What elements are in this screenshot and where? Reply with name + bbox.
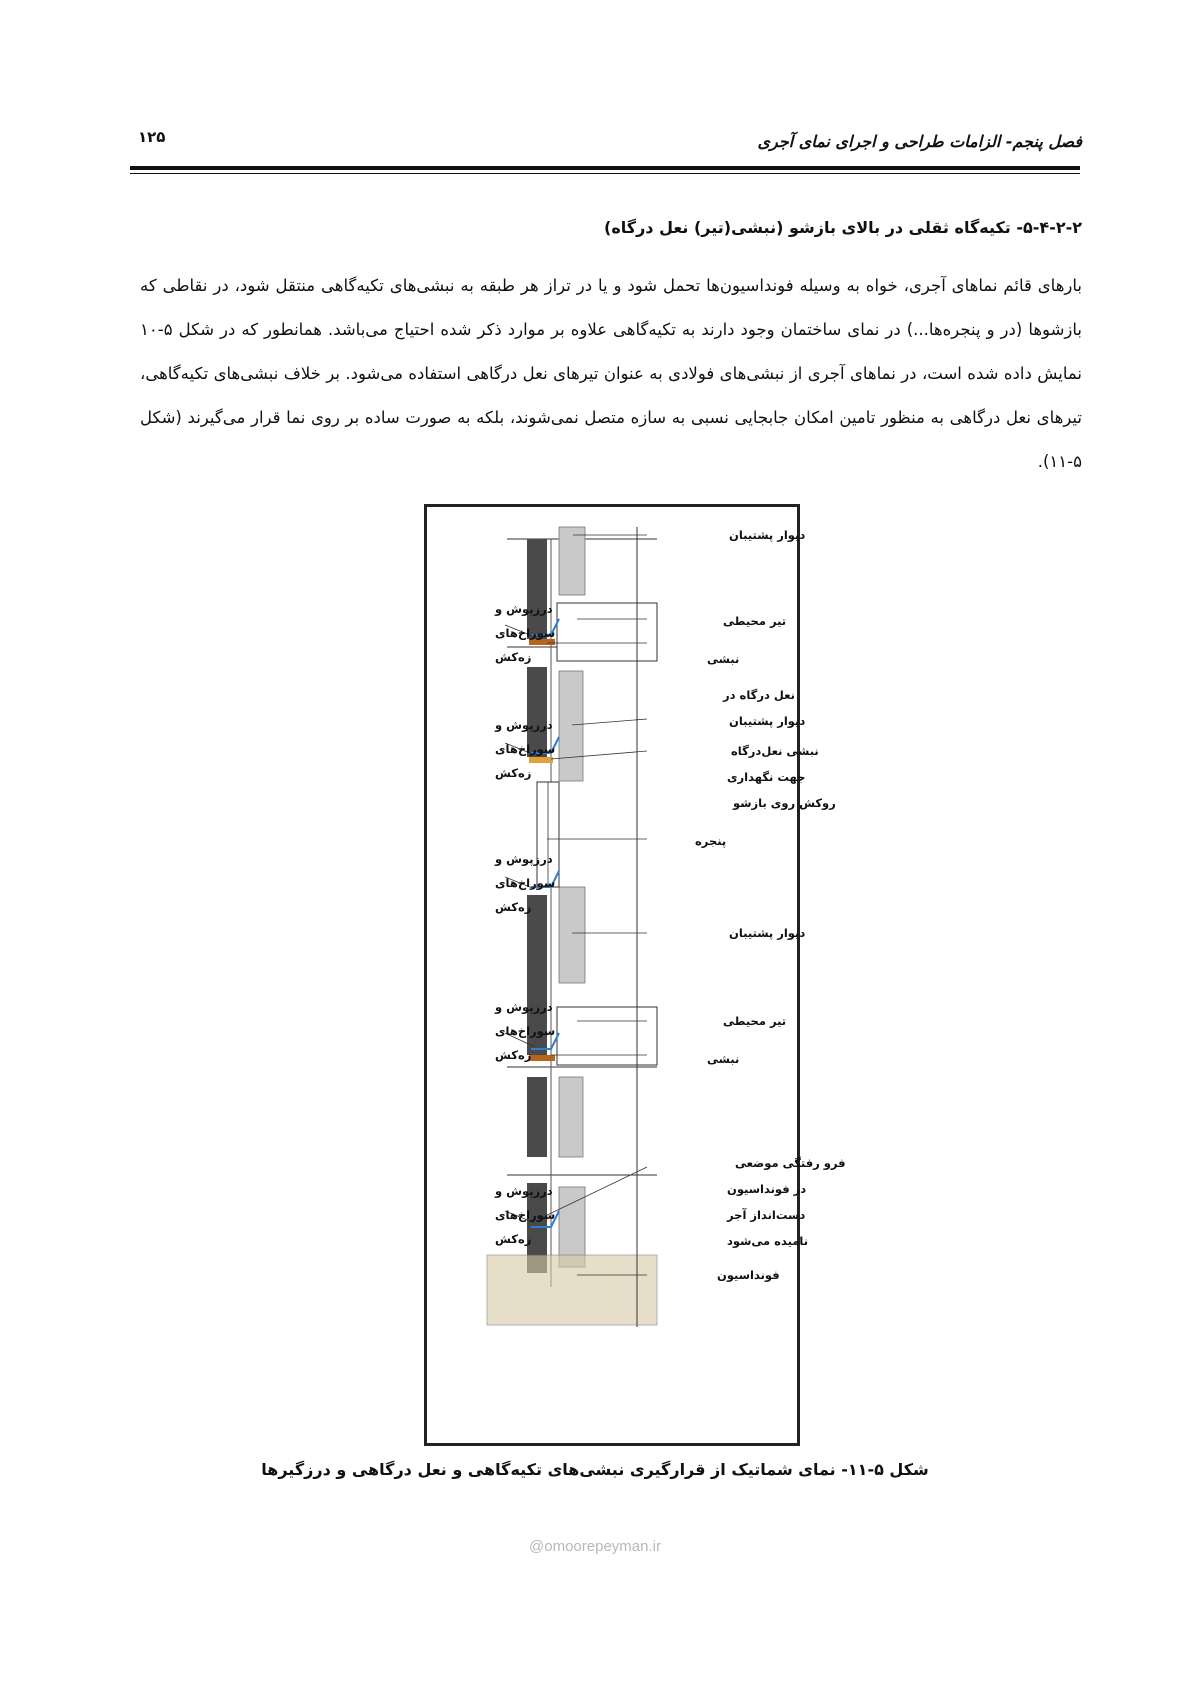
watermark-text: @omoorepeyman.ir — [529, 1538, 661, 1555]
label-flashing-4b: سوراخ‌های — [495, 1024, 556, 1038]
label-flashing-4a: درزپوش و — [495, 1000, 553, 1014]
label-perimeter-beam-2: تیر محیطی — [723, 1014, 787, 1028]
label-flashing-3a: درزپوش و — [495, 852, 553, 866]
header-rule-thin — [130, 173, 1080, 174]
figure-frame — [424, 504, 846, 1446]
section-heading: ۵-۴-۲-۲- تکیه‌گاه ثقلی در بالای بازشو (نبشی(تیر) نعل درگاه) — [604, 218, 1082, 237]
label-foundation: فونداسیون — [717, 1268, 780, 1282]
label-flashing-2c: زه‌کش — [495, 766, 532, 780]
backup-wall-4 — [559, 1077, 583, 1157]
backup-wall-2 — [559, 671, 583, 781]
label-flashing-2b: سوراخ‌های — [495, 742, 556, 756]
label-recess-4: نامیده می‌شود — [727, 1234, 809, 1248]
label-lintel-backup-1: نعل درگاه در — [723, 688, 795, 702]
label-lintel-angle-1: نبشی نعل‌درگاه — [731, 744, 819, 758]
label-flashing-2a: درزپوش و — [495, 718, 553, 732]
label-recess-2: در فونداسیون — [727, 1182, 807, 1196]
backup-wall-3 — [559, 887, 585, 983]
label-window: پنجره — [695, 834, 727, 848]
chapter-title: فصل پنجم- الزامات طراحی و اجرای نمای آجری — [757, 132, 1082, 151]
label-flashing-3c: زه‌کش — [495, 900, 532, 914]
label-flashing-4c: زه‌کش — [495, 1048, 532, 1062]
floor-slab-1 — [557, 603, 657, 661]
label-flashing-1b: سوراخ‌های — [495, 626, 556, 640]
label-flashing-5b: سوراخ‌های — [495, 1208, 556, 1222]
floor-slab-2 — [557, 1007, 657, 1065]
label-perimeter-beam-1: تیر محیطی — [723, 614, 787, 628]
label-recess-1: فرو رفتگی موضعی — [735, 1156, 846, 1170]
label-flashing-1a: درزپوش و — [495, 602, 553, 616]
brick-veneer-1 — [527, 539, 547, 639]
wall-section-diagram — [427, 507, 846, 1443]
label-lintel-angle-2: جهت نگهداری — [727, 770, 806, 784]
label-angle-1: نبشی — [707, 652, 740, 666]
shelf-angle-2 — [529, 1055, 555, 1061]
label-angle-2: نبشی — [707, 1052, 740, 1066]
label-recess-3: دست‌انداز آجر — [727, 1208, 806, 1222]
label-flashing-5a: درزپوش و — [495, 1184, 553, 1198]
header-rule-thick — [130, 166, 1080, 170]
label-backup-wall-2: دیوار پشتیبان — [729, 926, 806, 940]
label-backup-wall-1: دیوار پشتیبان — [729, 528, 806, 542]
label-lintel-angle-3: روکش روی بازشو — [733, 796, 836, 810]
label-flashing-1c: زه‌کش — [495, 650, 532, 664]
label-flashing-3b: سوراخ‌های — [495, 876, 556, 890]
label-lintel-backup-2: دیوار پشتیبان — [729, 714, 806, 728]
section-paragraph: بارهای قائم نماهای آجری، خواه به وسیله فونداسیون‌ها تحمل شود و یا در تراز هر طبقه به نبشی‌های تکیه‌گاهی منتقل شود، در نقاطی که بازشوها (در و پنجره‌ها...) در نمای ساختمان وجود دارند به تکیه‌گاهی علاوه بر موارد ذکر شده احتیاج می‌باشد. همانطور که در شکل ۵-۱۰ نمایش داده شده است، در نماهای آجری از نبشی‌های فولادی به عنوان تیرهای نعل درگاهی استفاده می‌شود. بر خلاف نبشی‌های تکیه‌گاهی، تیرهای نعل درگاهی به منظور تامین امکان جابجایی نسبی به سازه متصل نمی‌شوند، بلکه به صورت ساده بر روی نما قرار می‌گیرند (شکل ۵-۱۱). — [140, 276, 1082, 471]
brick-veneer-4 — [527, 1077, 547, 1157]
figure-caption: شکل ۵-۱۱- نمای شماتیک از قرارگیری نبشی‌های تکیه‌گاهی و نعل درگاهی و درزگیرها — [261, 1460, 929, 1479]
page-number: ۱۲۵ — [138, 128, 166, 146]
lintel-angle — [529, 757, 553, 763]
backup-wall-1 — [559, 527, 585, 595]
label-flashing-5c: زه‌کش — [495, 1232, 532, 1246]
foundation-block — [487, 1255, 657, 1325]
